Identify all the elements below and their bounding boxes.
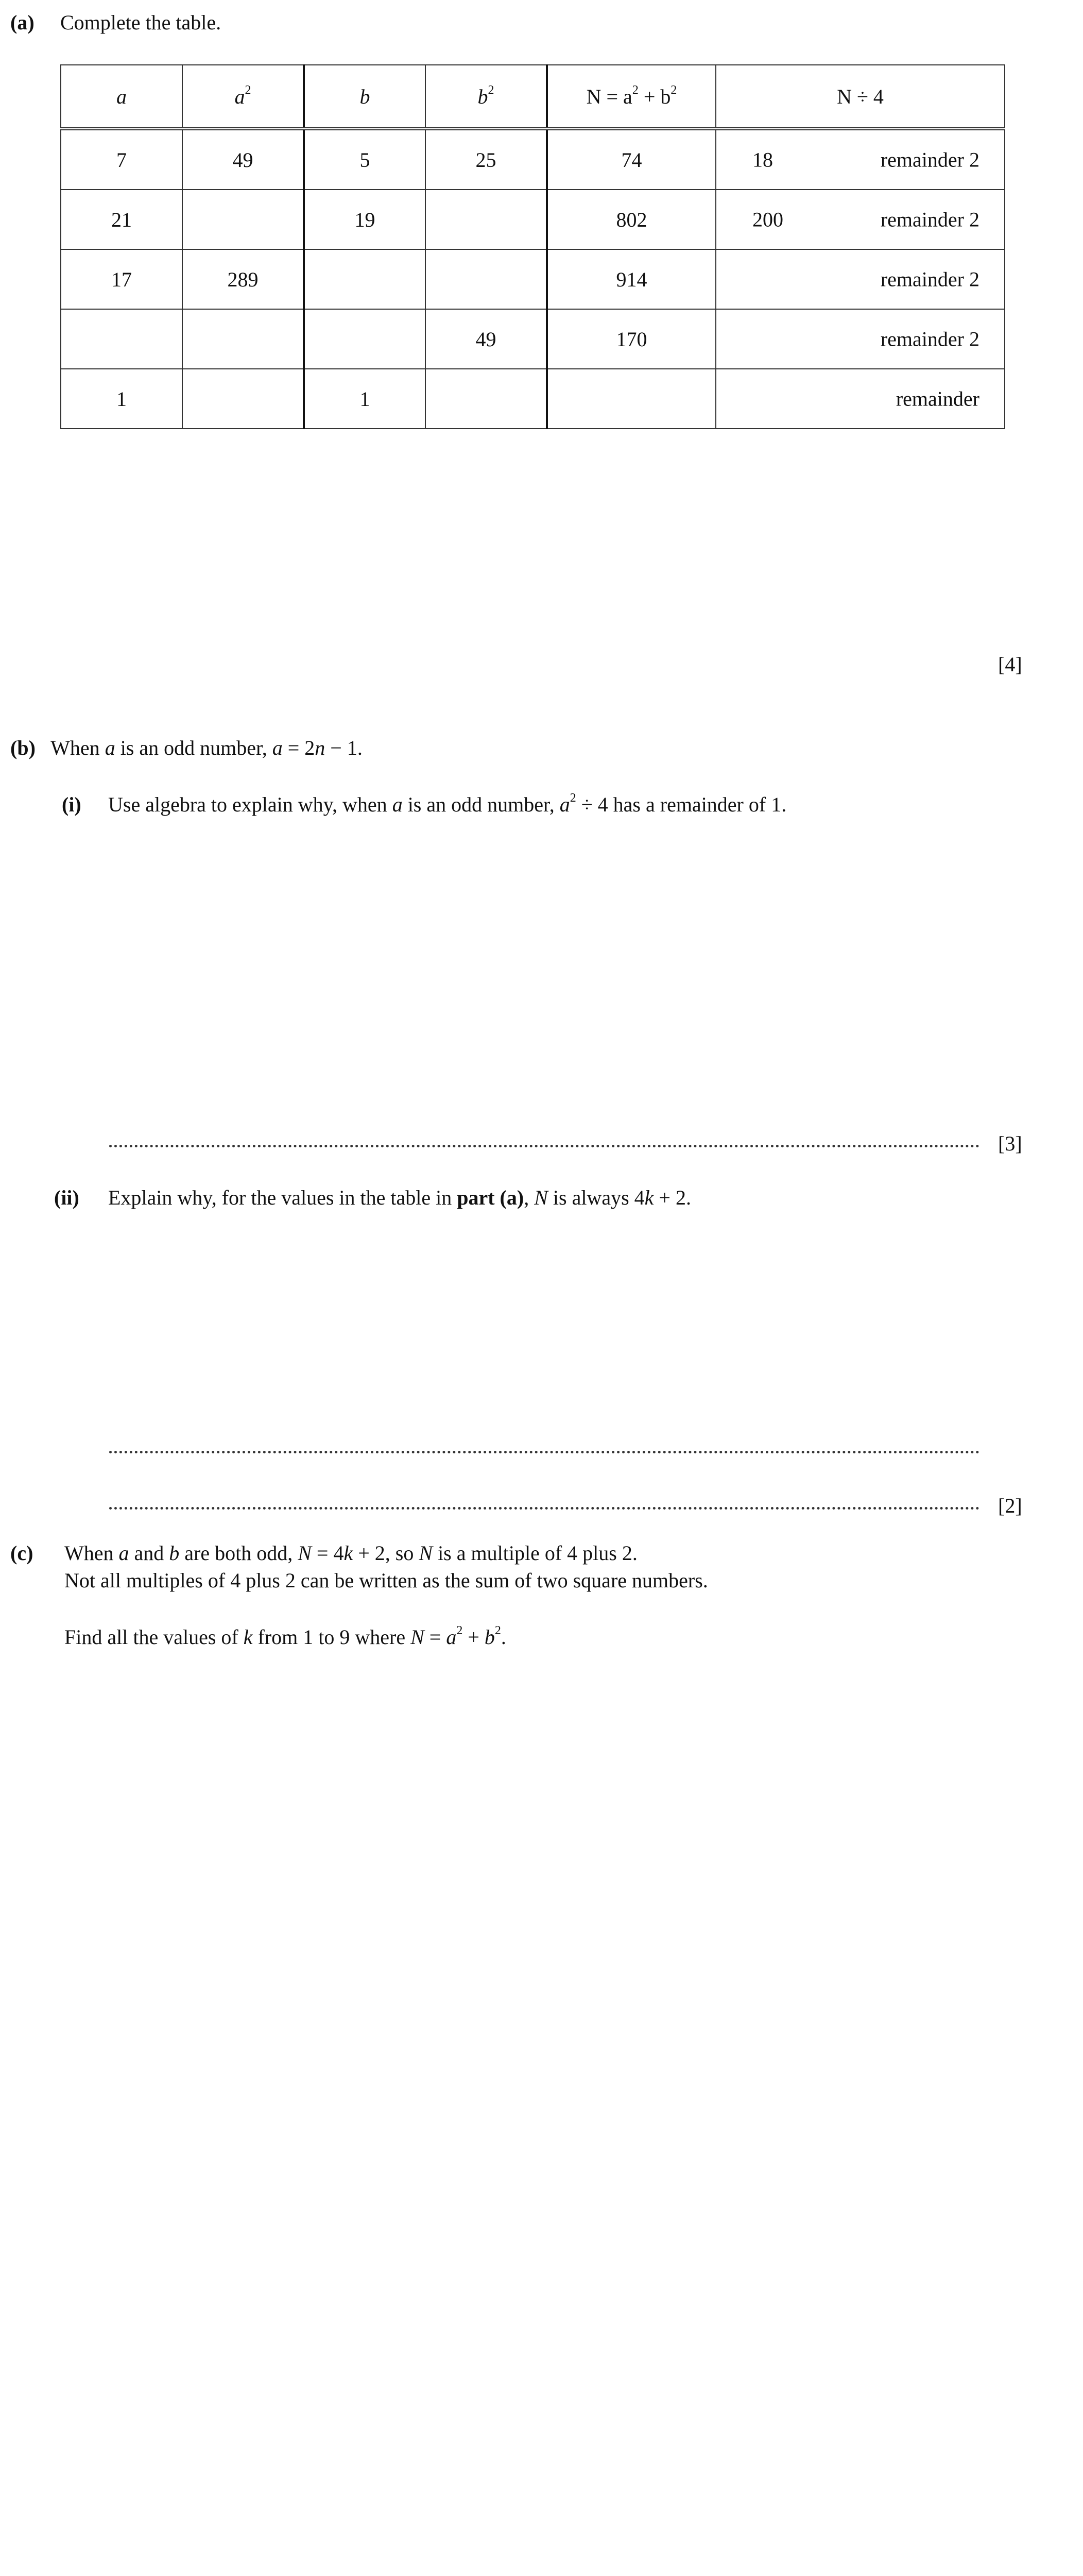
- answer-line-b-ii-1[interactable]: [109, 1451, 979, 1453]
- remainder-text: remainder: [896, 387, 979, 411]
- cell-n-div-4: [716, 129, 1005, 190]
- table-header-row: [61, 65, 1005, 129]
- remainder-text: remainder 2: [880, 327, 979, 351]
- answer-line-b-ii-2[interactable]: [109, 1507, 979, 1510]
- cell-a-squared[interactable]: [182, 369, 304, 429]
- cell-n-div-4: [716, 309, 1005, 369]
- cell-n: 914: [547, 249, 716, 309]
- cell-a: 1: [61, 369, 182, 429]
- table-row: [61, 249, 1005, 309]
- answer-table: [60, 64, 1005, 429]
- cell-a: 7: [61, 129, 182, 190]
- header-n-div-4: N ÷ 4: [716, 65, 1005, 129]
- cell-b-squared: 49: [425, 309, 547, 369]
- cell-b-squared[interactable]: [425, 369, 547, 429]
- part-b-ii-label: (ii): [54, 1186, 79, 1209]
- cell-n: 74: [547, 129, 716, 190]
- cell-a: 21: [61, 190, 182, 249]
- cell-n: 170: [547, 309, 716, 369]
- part-a-instruction: Complete the table.: [60, 11, 221, 34]
- part-b-ii-question: Explain why, for the values in the table in part (a), N is always 4k + 2.: [108, 1186, 691, 1209]
- cell-b-squared: 25: [425, 129, 547, 190]
- part-c-line-2: Not all multiples of 4 plus 2 can be written as the sum of two square numbers.: [64, 1569, 708, 1592]
- cell-a-squared: 49: [182, 129, 304, 190]
- cell-b: 19: [304, 190, 425, 249]
- cell-n-div-4: [716, 249, 1005, 309]
- quotient: 18: [752, 148, 773, 172]
- table-row: [61, 309, 1005, 369]
- quotient: 200: [752, 208, 783, 231]
- cell-b[interactable]: [304, 249, 425, 309]
- part-c-label: (c): [10, 1541, 33, 1565]
- cell-a-squared: 289: [182, 249, 304, 309]
- cell-n: 802: [547, 190, 716, 249]
- table-row: [61, 190, 1005, 249]
- cell-b[interactable]: [304, 309, 425, 369]
- cell-n-div-4: [716, 369, 1005, 429]
- part-c-line-3: Find all the values of k from 1 to 9 where $N = a^2 + b^2$.: [64, 1623, 506, 1649]
- cell-b: 5: [304, 129, 425, 190]
- header-n: $N = a^2 + b^2$: [547, 65, 716, 129]
- part-b-intro: (b) When a is an odd number, a = 2n − 1.: [10, 736, 363, 759]
- cell-a-squared[interactable]: [182, 190, 304, 249]
- header-b-squared: $b^2$: [425, 65, 547, 129]
- header-b: b: [304, 65, 425, 129]
- remainder-text: remainder 2: [880, 148, 979, 172]
- cell-a-squared[interactable]: [182, 309, 304, 369]
- part-a-label: (a): [10, 11, 35, 34]
- cell-b-squared[interactable]: [425, 249, 547, 309]
- cell-b-squared[interactable]: [425, 190, 547, 249]
- table-row: [61, 369, 1005, 429]
- cell-a: 17: [61, 249, 182, 309]
- header-a: a: [61, 65, 182, 129]
- cell-n-div-4: [716, 190, 1005, 249]
- part-b-i-question: Use algebra to explain why, when a is an odd number, $a^2 \div 4$ has a remainder of 1.: [108, 791, 787, 816]
- remainder-text: remainder 2: [880, 208, 979, 231]
- part-a-marks: [4]: [998, 653, 1022, 676]
- part-c-line-1: When a and b are both odd, N = 4k + 2, so N is a multiple of 4 plus 2.: [64, 1541, 638, 1565]
- answer-line-b-i[interactable]: [109, 1145, 979, 1147]
- cell-a[interactable]: [61, 309, 182, 369]
- cell-n[interactable]: [547, 369, 716, 429]
- part-b-label: (b): [10, 736, 36, 759]
- part-b-i-label: (i): [62, 793, 81, 816]
- header-a-squared: $a^2$: [182, 65, 304, 129]
- part-b-i-marks: [3]: [998, 1132, 1022, 1155]
- cell-b: 1: [304, 369, 425, 429]
- remainder-text: remainder 2: [880, 267, 979, 291]
- part-b-ii-marks: [2]: [998, 1494, 1022, 1517]
- table-row: [61, 129, 1005, 190]
